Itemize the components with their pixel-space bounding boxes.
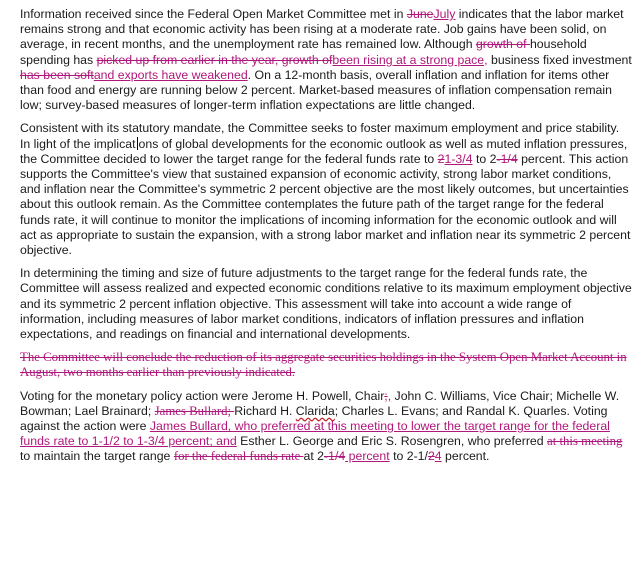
deleted-text: at this meeting <box>547 434 623 449</box>
inserted-text: and exports have weakened <box>93 67 248 82</box>
text-run: Consistent with its statutory mandate, the Committee seeks to foster maximum employment and price stability. In light of the implicat <box>20 121 620 151</box>
paragraph-economic-conditions <box>20 7 632 113</box>
text-run: household spending has <box>20 37 587 67</box>
text-run: percent. This action supports the Committee's view that sustained expansion of economic activity, strong labor market conditions, and inflation near the Committee's symmetric 2 percent objective are the most likely outcomes, but uncertainties about this outlook remain. As the Committee contemplates the future path of the target range for the federal funds rate, it will continue to monitor the implications of incoming information for the economic outlook and will act as appropriate to sustain the expansion, with a strong labor market and inflation near its symmetric 2 percent objective. <box>20 151 631 258</box>
spellcheck-flagged-word[interactable]: Clarida <box>295 403 335 418</box>
inserted-text: , <box>387 388 392 403</box>
deleted-text: The Committee will conclude the reduction of its aggregate securities holdings in the System Open Market Account in August, two months earlier than previously indicated. <box>20 350 627 380</box>
inserted-text: 1-3/4 <box>444 151 473 166</box>
deleted-text: -1/4 <box>324 449 346 464</box>
inserted-text: been rising at a strong pace, <box>332 52 488 67</box>
text-run: John C. Williams, Vice Chair; Michelle W. Bowman; Lael Brainard; <box>20 388 620 418</box>
deleted-text: ; <box>384 388 388 403</box>
inserted-text: James Bullard, who preferred at this meeting to lower the target range for the federal funds rate to 1-1/2 to 1-3/4 percent; and <box>20 419 610 449</box>
inserted-text: 4 <box>434 449 442 464</box>
inserted-text: July <box>433 7 456 21</box>
paragraph-future-adjustments: In determining the timing and size of future adjustments to the target range for the federal funds rate, the Committee will assess realized and expected economic conditions relative to its maximum employment objective and its symmetric 2 percent inflation objective. This assessment will take into account a wide range of information, including measures of labor market conditions, indicators of inflation pressures and inflation expectations, and readings on financial and international developments. <box>20 266 632 342</box>
deleted-text: -1/4 <box>496 151 518 166</box>
text-run: indicates that the labor market remains strong and that economic activity has been rising at a moderate rate. Job gains have been solid, on average, in recent months, and the unemployment rate has remained low. Although <box>20 7 624 52</box>
text-run: business fixed investment <box>487 52 632 67</box>
deleted-text: June <box>406 7 434 21</box>
text-run: ons of global developments for the economic outlook as well as muted inflation pressures, the Committee decided to lower the target range for the federal funds rate to <box>20 136 628 166</box>
text-cursor[interactable] <box>137 137 138 150</box>
deleted-text: picked up from earlier in the year, growth of <box>96 52 333 67</box>
text-run: to 2-1/ <box>389 449 428 464</box>
text-run: Voting for the monetary policy action were Jerome H. Powell, Chair <box>20 388 385 403</box>
text-run: at 2 <box>303 449 325 464</box>
text-run: Esther L. George and Eric S. Rosengren, who preferred <box>236 434 548 449</box>
text-run: to maintain the target range <box>20 449 174 464</box>
text-run: to 2 <box>472 151 497 166</box>
deleted-text: growth of <box>475 37 530 52</box>
text-run: . On a 12-month basis, overall inflation and inflation for items other than food and energy are running below 2 percent. Market-based measures of inflation compensation remain low; survey-based measures of longer-term inflation expectations are little changed. <box>20 67 612 113</box>
text-run: Richard H. <box>234 403 296 418</box>
deleted-text: has been soft <box>20 67 94 82</box>
deleted-text: 2 <box>427 449 435 464</box>
paragraph-policy-decision <box>20 121 632 258</box>
paragraph-voting <box>20 389 632 465</box>
paragraph-deleted-balance-sheet <box>20 350 632 380</box>
text-run: percent. <box>441 449 490 464</box>
deleted-text: 2 <box>437 151 445 166</box>
text-run: Information received since the Federal Open Market Committee met in <box>20 7 407 21</box>
deleted-text: for the federal funds rate <box>173 449 304 464</box>
deleted-text: James Bullard; <box>154 403 235 418</box>
text-run: ; Charles L. Evans; and Randal K. Quarles. Voting against the action were <box>20 403 608 434</box>
inserted-text: percent <box>345 449 390 464</box>
